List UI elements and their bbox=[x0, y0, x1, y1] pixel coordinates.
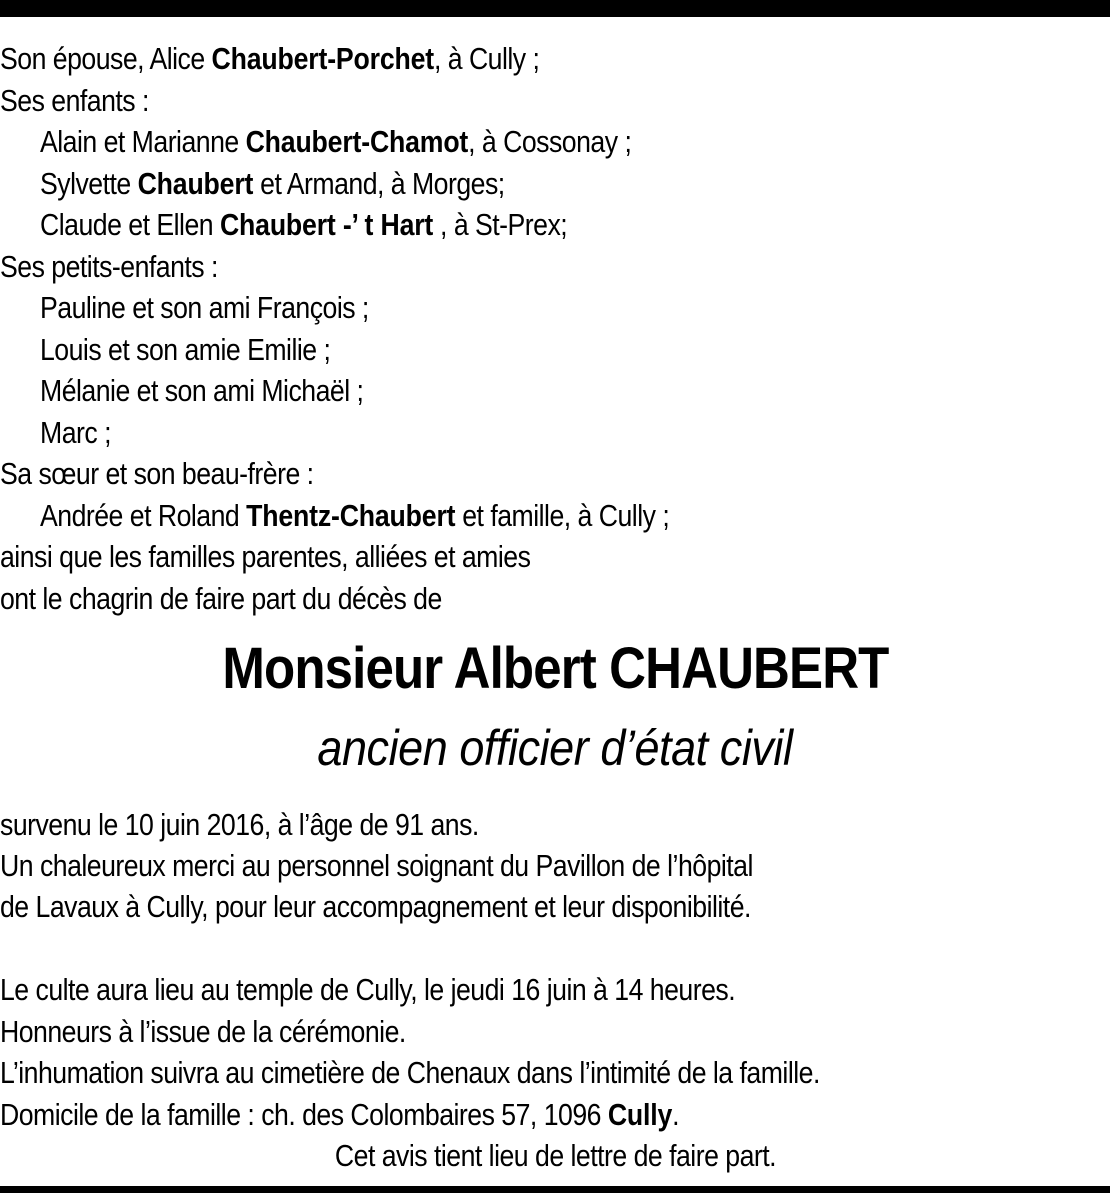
children-heading: Ses enfants : bbox=[0, 83, 149, 118]
thanks-line: Un chaleureux merci au personnel soignant du Pavillon de l’hôpital bbox=[0, 848, 753, 883]
grandchild-line: Mélanie et son ami Michaël ; bbox=[40, 373, 364, 408]
footer-note: Cet avis tient lieu de lettre de faire part. bbox=[334, 1138, 776, 1173]
top-rule bbox=[0, 0, 1110, 17]
deceased-role: ancien officier d’état civil bbox=[317, 720, 793, 776]
service-line: L’inhumation suivra au cimetière de Chenaux dans l’intimité de la famille. bbox=[0, 1055, 820, 1090]
relatives-line: ainsi que les familles parentes, alliées et amies bbox=[0, 539, 531, 574]
service-line: Honneurs à l’issue de la cérémonie. bbox=[0, 1014, 406, 1049]
thanks-line: de Lavaux à Cully, pour leur accompagnement et leur disponibilité. bbox=[0, 889, 751, 924]
deceased-name: Monsieur Albert CHAUBERT bbox=[221, 636, 889, 701]
child-line: Claude et Ellen Chaubert -’ t Hart , à St-Prex; bbox=[40, 207, 568, 242]
grandchild-line: Marc ; bbox=[40, 415, 111, 450]
domicile-line: Domicile de la famille : ch. des Colombaires 57, 1096 Cully. bbox=[0, 1097, 680, 1132]
child-line: Alain et Marianne Chaubert-Chamot, à Cossonay ; bbox=[40, 124, 632, 159]
bottom-rule bbox=[0, 1186, 1110, 1193]
grandchildren-heading: Ses petits-enfants : bbox=[0, 249, 218, 284]
grandchild-line: Pauline et son ami François ; bbox=[40, 290, 369, 325]
spouse-line: Son épouse, Alice Chaubert-Porchet, à Cully ; bbox=[0, 41, 540, 76]
death-date-line: survenu le 10 juin 2016, à l’âge de 91 ans. bbox=[0, 807, 479, 842]
sibling-line: Andrée et Roland Thentz-Chaubert et famille, à Cully ; bbox=[40, 498, 670, 533]
child-line: Sylvette Chaubert et Armand, à Morges; bbox=[40, 166, 505, 201]
service-line: Le culte aura lieu au temple de Cully, le jeudi 16 juin à 14 heures. bbox=[0, 972, 736, 1007]
announcement-line: ont le chagrin de faire part du décès de bbox=[0, 581, 442, 616]
sibling-heading: Sa sœur et son beau-frère : bbox=[0, 456, 314, 491]
grandchild-line: Louis et son amie Emilie ; bbox=[40, 332, 331, 367]
